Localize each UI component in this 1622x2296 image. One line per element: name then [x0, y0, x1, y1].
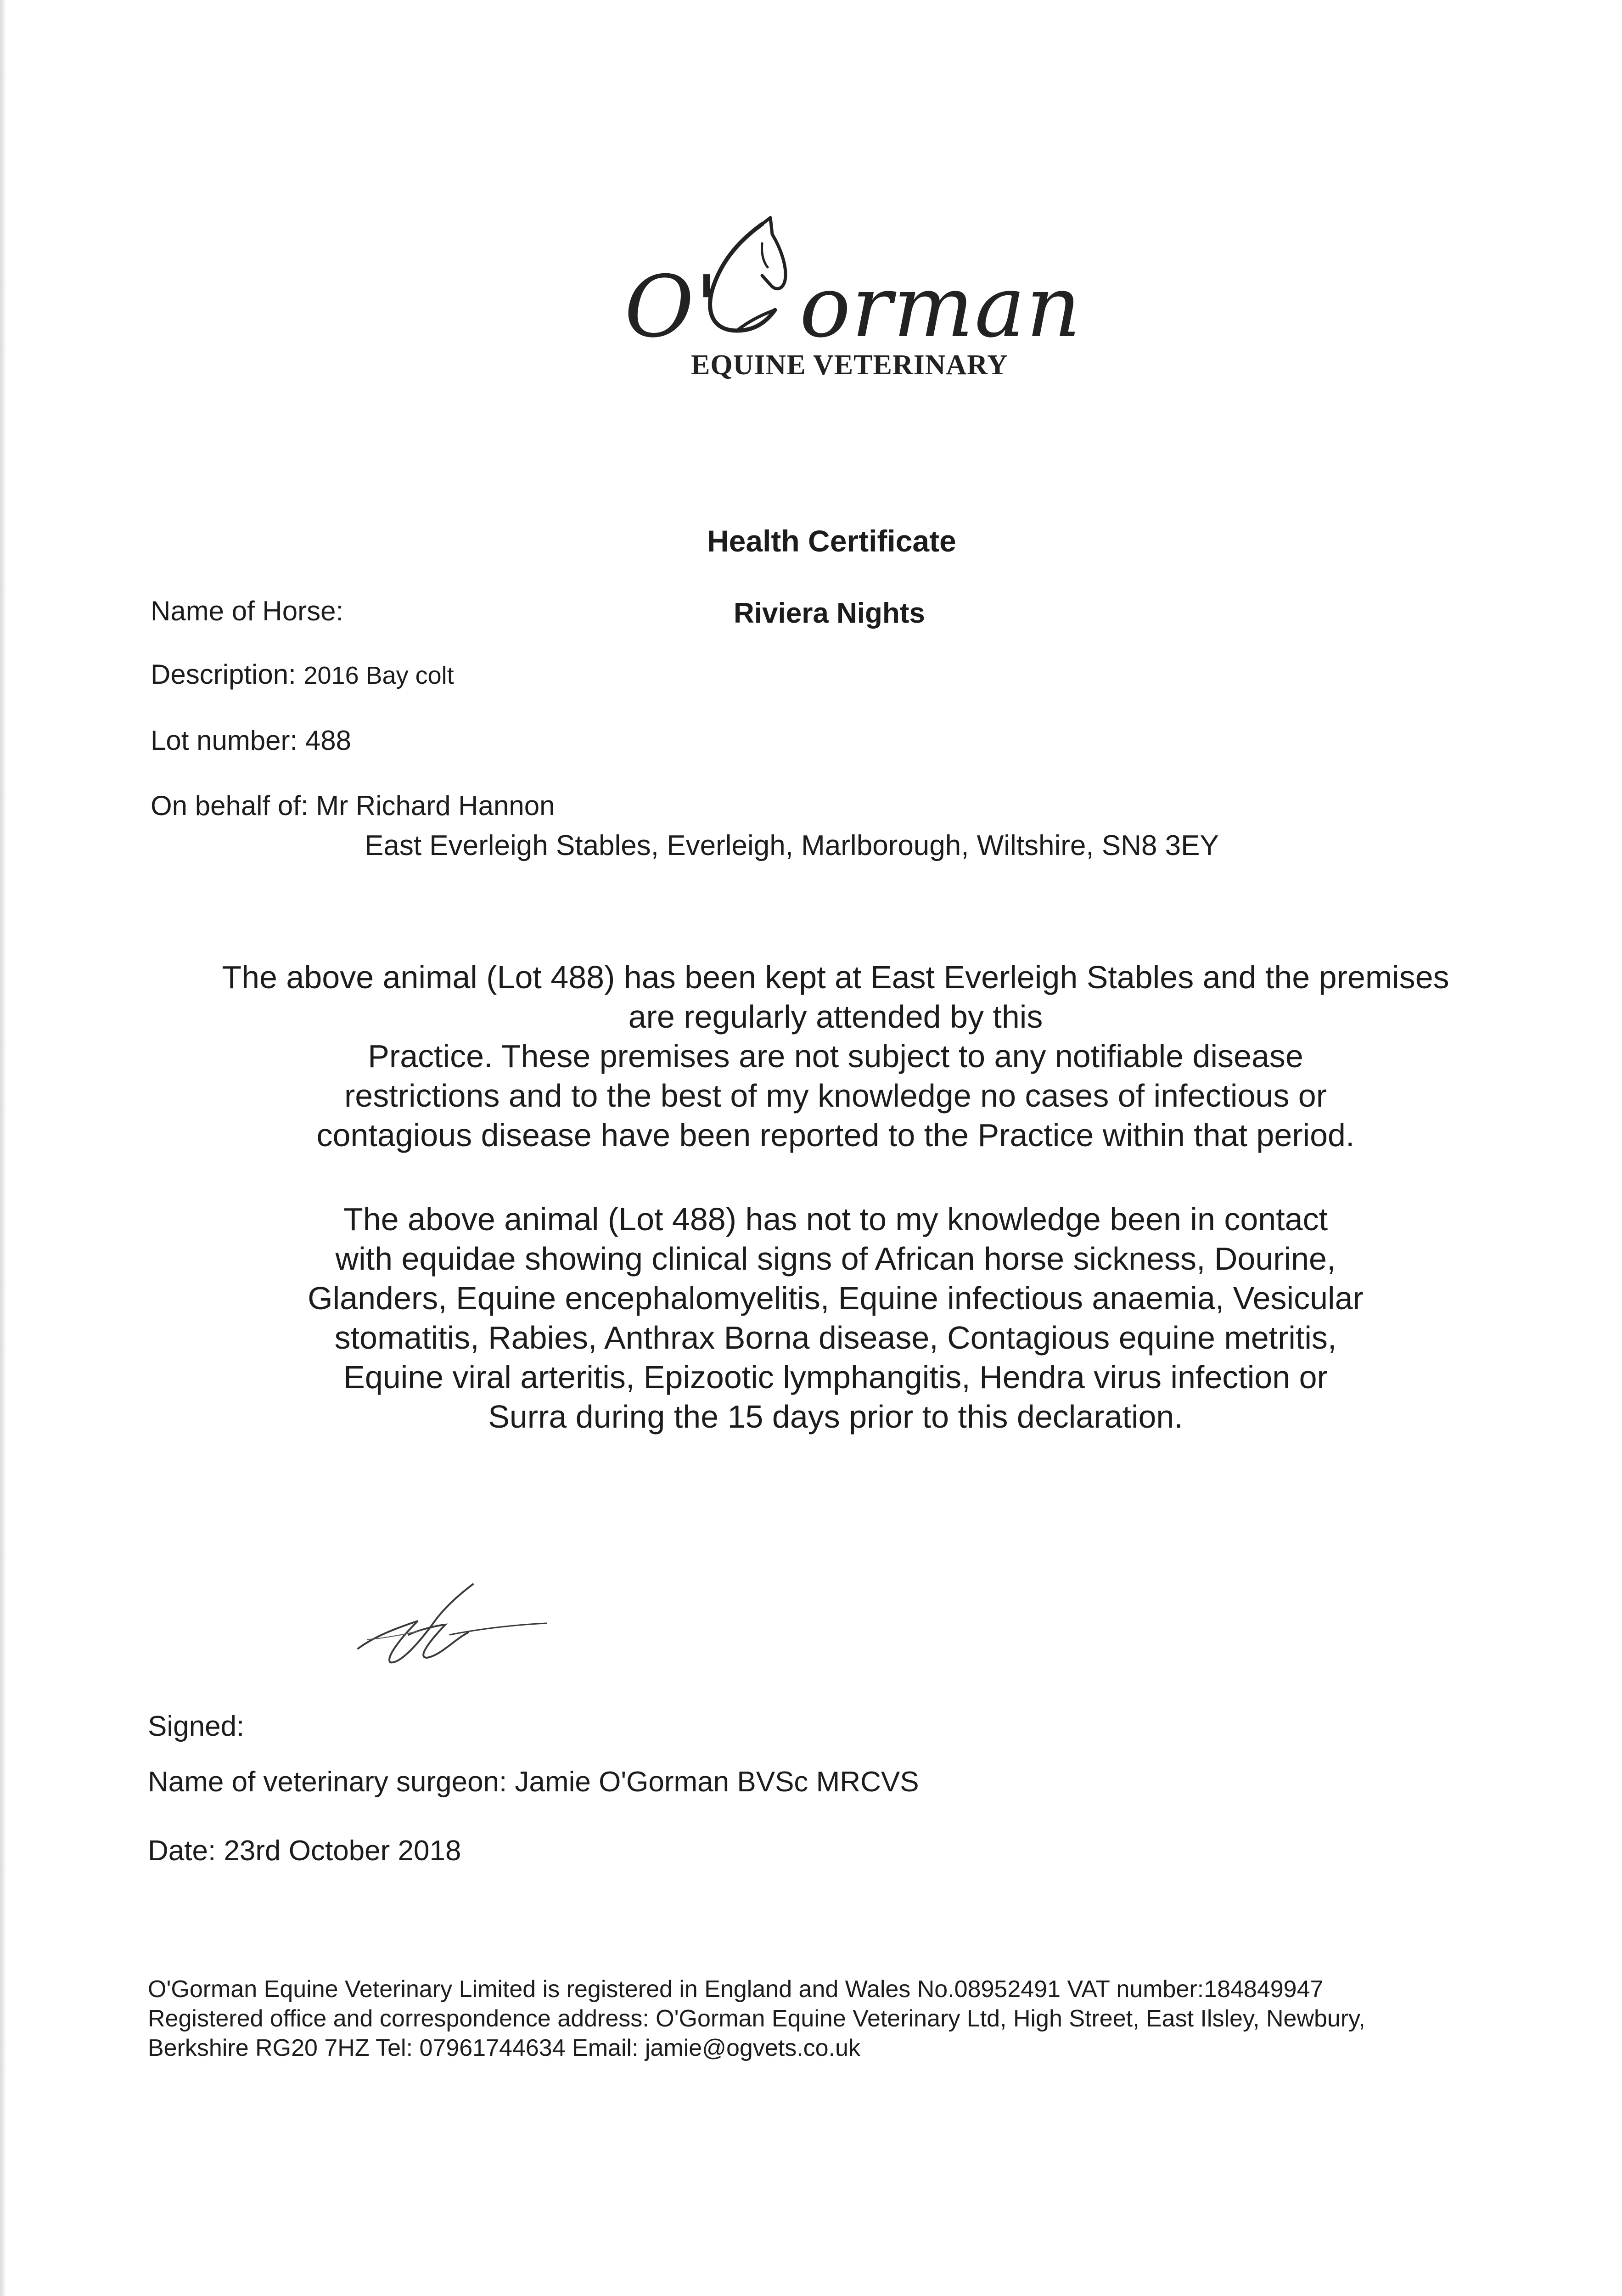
- logo-wordmark-suffix: orman: [799, 257, 1082, 356]
- lot-number-value: 488: [305, 725, 351, 756]
- paragraph-line: restrictions and to the best of my knowledge no cases of infectious or: [344, 1078, 1327, 1114]
- footer-line: Registered office and correspondence address: O'Gorman Equine Veterinary Ltd, High Street, East Ilsley, Newbury,: [148, 2005, 1365, 2032]
- on-behalf-row: [151, 790, 555, 822]
- paragraph-line: contagious disease have been reported to the Practice within that period.: [316, 1117, 1355, 1153]
- paragraph-line: Glanders, Equine encephalomyelitis, Equine infectious anaemia, Vesicular: [308, 1280, 1364, 1316]
- signed-label: Signed:: [148, 1711, 245, 1742]
- surgeon-name: Jamie O'Gorman BVSc MRCVS: [515, 1766, 919, 1798]
- date-value: 23rd October 2018: [224, 1835, 461, 1867]
- paragraph-line: are regularly attended by this: [628, 999, 1043, 1035]
- paragraph-line: Surra during the 15 days prior to this declaration.: [488, 1399, 1183, 1435]
- description-value: 2016 Bay colt: [303, 662, 454, 689]
- horse-name-label: Name of Horse:: [151, 596, 344, 626]
- logo-wordmark-prefix: O': [624, 257, 719, 356]
- surgeon-row: [148, 1766, 919, 1798]
- footer-line: Berkshire RG20 7HZ Tel: 07961744634 Email: jamie@ogvets.co.uk: [148, 2035, 860, 2061]
- surgeon-label: Name of veterinary surgeon:: [148, 1766, 507, 1798]
- company-footer: [148, 1975, 1365, 2063]
- scan-edge-shadow: [0, 0, 6, 2296]
- lot-number-row: [151, 725, 351, 756]
- logo-subtitle: EQUINE VETERINARY: [691, 349, 1008, 381]
- on-behalf-value: Mr Richard Hannon: [316, 790, 555, 821]
- paragraph-line: The above animal (Lot 488) has not to my knowledge been in contact: [343, 1201, 1328, 1237]
- paragraph-line: Practice. These premises are not subject to any notifiable disease: [368, 1038, 1303, 1074]
- declaration-paragraph-contact: [156, 1199, 1515, 1436]
- paragraph-line: with equidae showing clinical signs of African horse sickness, Dourine,: [335, 1241, 1336, 1277]
- description-label: Description:: [151, 659, 296, 690]
- paragraph-line: Equine viral arteritis, Epizootic lymphangitis, Hendra virus infection or: [343, 1359, 1328, 1395]
- page-title: Health Certificate: [707, 524, 956, 558]
- company-logo: [615, 211, 1082, 395]
- paragraph-line: stomatitis, Rabies, Anthrax Borna disease, Contagious equine metritis,: [334, 1320, 1337, 1356]
- lot-number-label: Lot number:: [151, 725, 298, 756]
- handwritten-signature: [349, 1570, 560, 1676]
- on-behalf-label: On behalf of:: [151, 790, 309, 821]
- footer-line: O'Gorman Equine Veterinary Limited is registered in England and Wales No.08952491 VAT number:184849947: [148, 1976, 1324, 2003]
- description-row: [151, 658, 454, 690]
- paragraph-line: The above animal (Lot 488) has been kept at East Everleigh Stables and the premises: [222, 959, 1449, 995]
- horse-head-icon: [693, 216, 799, 358]
- date-label: Date:: [148, 1835, 216, 1867]
- horse-name-value: Riviera Nights: [734, 597, 925, 629]
- owner-address: East Everleigh Stables, Everleigh, Marlborough, Wiltshire, SN8 3EY: [365, 830, 1219, 861]
- declaration-paragraph-premises: [156, 957, 1515, 1155]
- date-row: [148, 1835, 461, 1867]
